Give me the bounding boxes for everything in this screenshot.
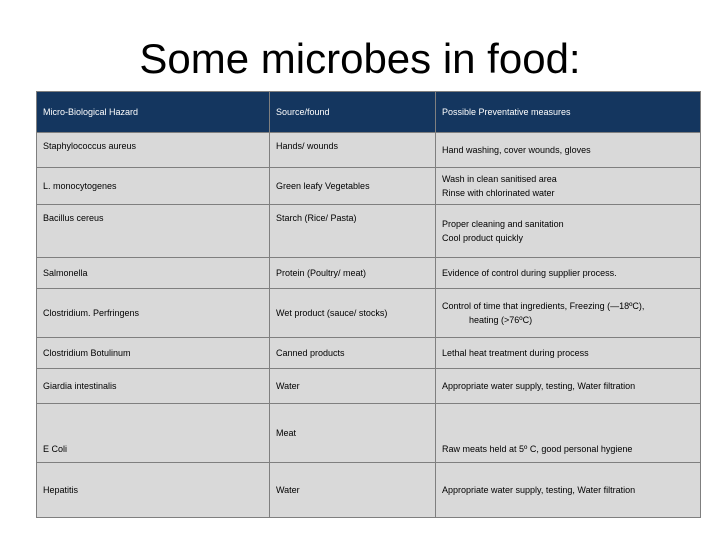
- measures-cell: [436, 168, 701, 205]
- table-row: [37, 338, 701, 369]
- header-source: Source/found: [270, 92, 436, 133]
- measure-line: Proper cleaning and sanitation: [442, 219, 564, 229]
- measures-cell: [436, 404, 701, 463]
- source-cell: Water: [270, 463, 436, 518]
- measures-cell: [436, 258, 701, 289]
- source-cell: Canned products: [270, 338, 436, 369]
- table-row: [37, 289, 701, 338]
- measure-line: Wash in clean sanitised area: [442, 174, 557, 184]
- table-row: [37, 258, 701, 289]
- table-row: [37, 404, 701, 463]
- table-row: [37, 168, 701, 205]
- measures-cell: [436, 289, 701, 338]
- table-row: [37, 463, 701, 518]
- measure-line: Rinse with chlorinated water: [442, 188, 555, 198]
- measure-line: Appropriate water supply, testing, Water filtration: [442, 485, 636, 495]
- slide-title: Some microbes in food:: [139, 35, 581, 82]
- measure-line: Control of time that ingredients, Freezing (—18ºC),: [442, 301, 645, 311]
- hazard-cell: Hepatitis: [37, 463, 270, 518]
- measure-line: Lethal heat treatment during process: [442, 348, 589, 358]
- source-cell: Protein (Poultry/ meat): [270, 258, 436, 289]
- measures-cell: [436, 205, 701, 258]
- source-cell: Water: [270, 369, 436, 404]
- source-cell: Green leafy Vegetables: [270, 168, 436, 205]
- hazard-cell: Salmonella: [37, 258, 270, 289]
- hazard-cell: Clostridium. Perfringens: [37, 289, 270, 338]
- microbes-table: [36, 91, 701, 518]
- source-cell: Wet product (sauce/ stocks): [270, 289, 436, 338]
- table-row: [37, 205, 701, 258]
- measures-cell: [436, 133, 701, 168]
- table-header-row: [37, 92, 701, 133]
- table-row: [37, 369, 701, 404]
- table-row: [37, 133, 701, 168]
- hazard-cell: Bacillus cereus: [37, 205, 270, 258]
- hazard-cell: Clostridium Botulinum: [37, 338, 270, 369]
- measure-line: Raw meats held at 5º C, good personal hygiene: [442, 444, 633, 454]
- measures-cell: [436, 369, 701, 404]
- source-cell: Hands/ wounds: [270, 133, 436, 168]
- hazard-cell: Giardia intestinalis: [37, 369, 270, 404]
- hazard-cell: L. monocytogenes: [37, 168, 270, 205]
- measure-line: Evidence of control during supplier process.: [442, 268, 617, 278]
- measures-cell: [436, 463, 701, 518]
- hazard-cell: E Coli: [37, 404, 270, 463]
- source-cell: Meat: [270, 404, 436, 463]
- measure-line: Hand washing, cover wounds, gloves: [442, 145, 591, 155]
- measures-cell: [436, 338, 701, 369]
- hazard-cell: Staphylococcus aureus: [37, 133, 270, 168]
- measure-line: Appropriate water supply, testing, Water filtration: [442, 381, 636, 391]
- measure-line: heating (>76ºC): [469, 315, 533, 325]
- source-cell: Starch (Rice/ Pasta): [270, 205, 436, 258]
- measure-line: Cool product quickly: [442, 233, 524, 243]
- header-hazard: Micro-Biological Hazard: [37, 92, 270, 133]
- header-measures: Possible Preventative measures: [436, 92, 701, 133]
